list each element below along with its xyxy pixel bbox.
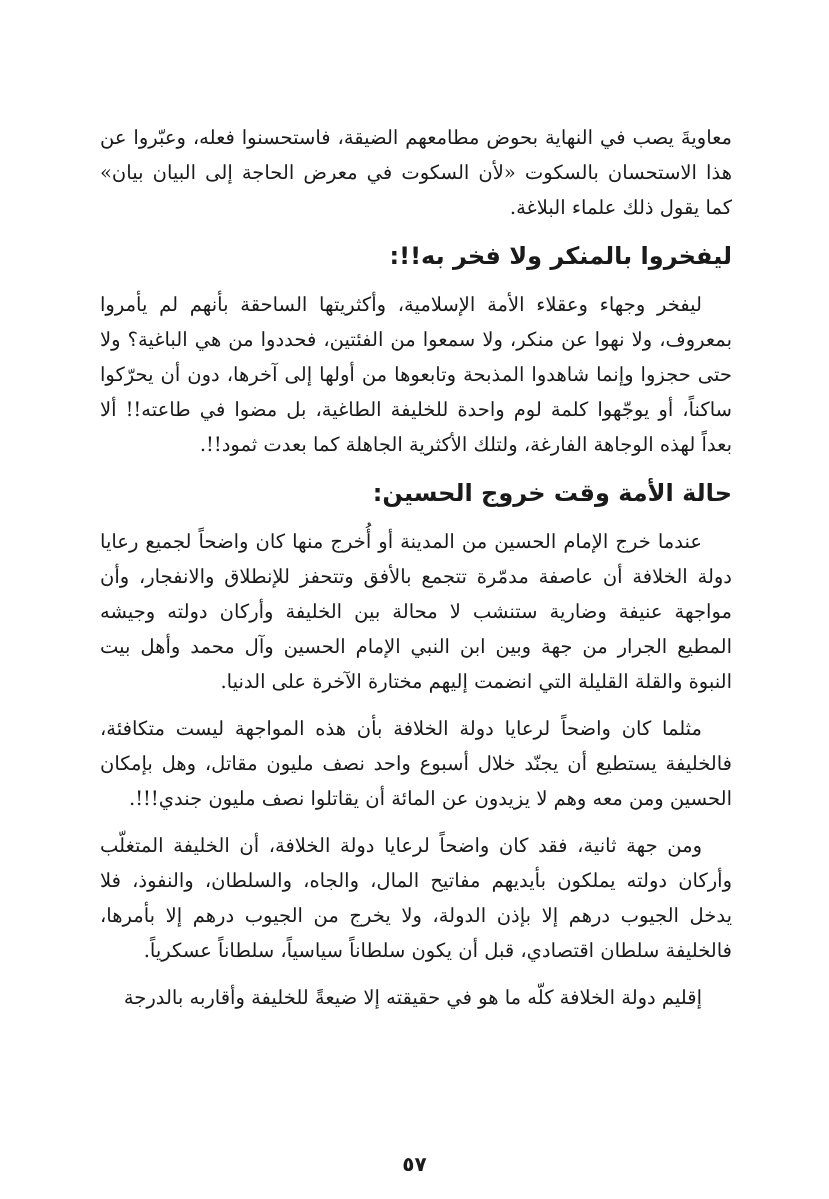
paragraph-territory: إقليم دولة الخلافة كلّه ما هو في حقيقته إلا ضيعةً للخليفة وأقاربه بالدرجة xyxy=(123,986,702,1009)
paragraph-boast: ليفخر وجهاء وعقلاء الأمة الإسلامية، وأكثريتها الساحقة بأنهم لم يأمروا بمعروف، ولا نهوا عن منكر، ولا سمعوا من الفئتين، فحددوا من هي الباغية؟ ولا حتى حجزوا وإنما شاهدوا المذبحة وتابعوها من أولها إلى آخرها، دون أن يحرّكوا ساكناً، أو يوجّهوا كلمة لوم واحدة للخليفة الطاغية، بل مضوا في طاعته!! ألا بعداً لهذه الوجاهة الفارغة، ولتلك الأكثرية الجاهلة كما بعدت ثمود!!. xyxy=(100,293,732,456)
page-body xyxy=(100,120,732,1027)
paragraph-departure: عندما خرج الإمام الحسين من المدينة أو أُخرج منها كان واضحاً لجميع رعايا دولة الخلافة أن عاصفة مدمّرة تتجمع بالأفق وتتحفز للإنطلاق والانفجار، وأن مواجهة عنيفة وضارية ستنشب لا محالة بين الخليفة وأركان دولته وجيشه المطيع الجرار من جهة وبين ابن النبي الإمام الحسين وآل محمد وأهل بيت النبوة والقلة القليلة التي انضمت إليهم مختارة الآخرة على الدنيا. xyxy=(100,530,732,693)
paragraph-economic-power: ومن جهة ثانية، فقد كان واضحاً لرعايا دولة الخلافة، أن الخليفة المتغلّب وأركان دولته يملكون بأيديهم مفاتيح المال، والجاه، والسلطان، والنفوذ، فلا يدخل الجيوب درهم إلا بإذن الدولة، ولا يخرج من الجيوب درهم إلا بأمرها، فالخليفة سلطان اقتصادي، قبل أن يكون سلطاناً سياسياً، سلطاناً عسكرياً. xyxy=(100,834,732,962)
page-number: ٥٧ xyxy=(402,1152,427,1176)
section-heading-nation-state: حالة الأمة وقت خروج الحسين: xyxy=(372,479,732,507)
paragraph-imbalance: مثلما كان واضحاً لرعايا دولة الخلافة بأن هذه المواجهة ليست متكافئة، فالخليفة يستطيع أن يجنّد خلال أسبوع واحد نصف مليون مقاتل، وهل بإمكان الحسين ومن معه وهم لا يزيدون عن المائة أن يقاتلوا نصف مليون جندي!!!. xyxy=(100,717,732,810)
paragraph-continuation: معاويةَ يصب في النهاية بحوض مطامعهم الضيقة، فاستحسنوا فعله، وعبّروا عن هذا الاستحسان بالسكوت «لأن السكوت في معرض الحاجة إلى البيان بيان» كما يقول ذلك علماء البلاغة. xyxy=(100,126,733,219)
section-heading-boast: ليفخروا بالمنكر ولا فخر به!!: xyxy=(389,242,732,270)
